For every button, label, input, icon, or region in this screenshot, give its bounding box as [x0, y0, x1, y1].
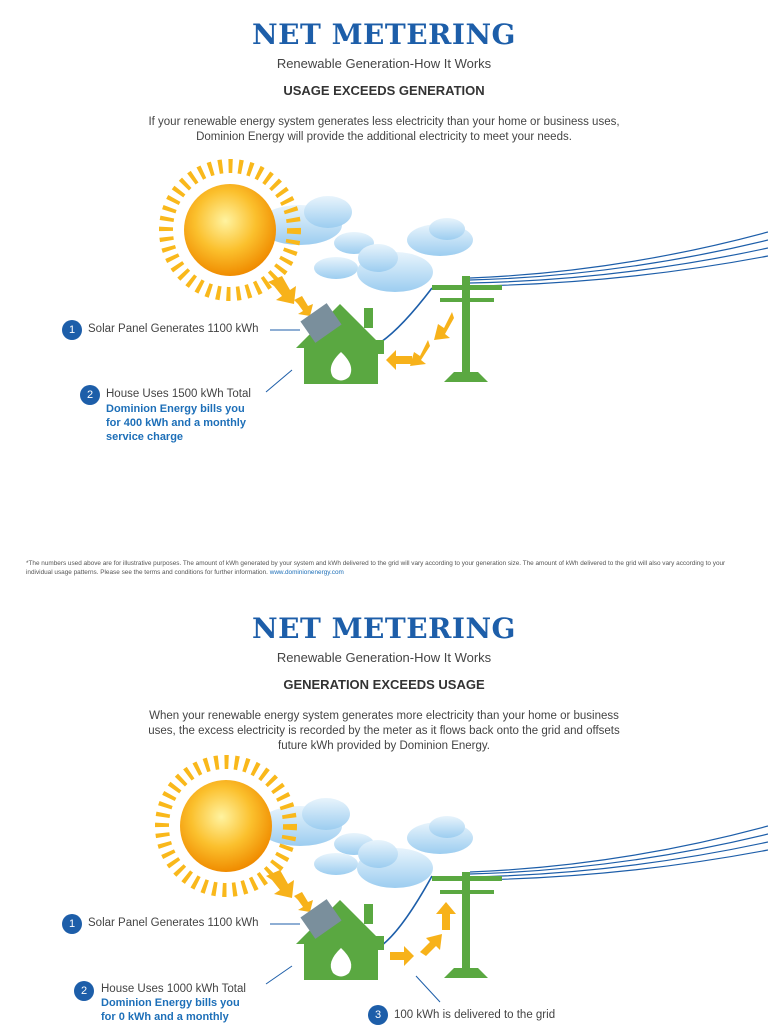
page-title: NET METERING [252, 612, 516, 645]
page-title: NET METERING [252, 18, 516, 51]
bill-line: service charge [106, 431, 184, 443]
arrow-icon [266, 870, 313, 912]
section-heading: GENERATION EXCEEDS USAGE [283, 677, 485, 692]
meter-icon [376, 340, 384, 354]
callout-solar-generation: Solar Panel Generates 1100 kWh [88, 917, 259, 929]
arrow-icon [268, 276, 313, 316]
arrow-icon [390, 902, 456, 966]
footnote-text: *The numbers used above are for illustrative purposes. The amount of kWh generated by your system and kWh delivered to the grid will vary according to your generation size. The amount of kWh delivered to the grid will also vary according to your individual usage patterns. Please see the terms and conditions for further information. [26, 560, 726, 576]
step-badge-1: 1 [62, 914, 82, 934]
section-heading: USAGE EXCEEDS GENERATION [283, 83, 485, 98]
step-badge-2: 2 [74, 981, 94, 1001]
step-badge-1: 1 [62, 320, 82, 340]
sun-icon [166, 166, 294, 294]
callout-house-usage: House Uses 1500 kWh Total [106, 388, 251, 400]
cloud-icon [258, 798, 473, 888]
net-metering-panel-generation-exceeds [0, 594, 768, 1024]
step-badge-2: 2 [80, 385, 100, 405]
callout-solar-generation: Solar Panel Generates 1100 kWh [88, 323, 259, 335]
footnote-link[interactable]: www.dominionenergy.com [269, 569, 344, 576]
intro-text: When your renewable energy system generates more electricity than your home or business uses, the excess electricity is recorded by the meter as it flows back onto the grid and offsets future kWh provided by Dominion Energy. [148, 710, 620, 752]
footnote [26, 559, 746, 577]
bill-line: for 0 kWh and a monthly [101, 1011, 229, 1023]
meter-icon [376, 936, 384, 950]
callout-grid-delivery: 100 kWh is delivered to the grid [394, 1009, 556, 1021]
step-badge-3: 3 [368, 1005, 388, 1025]
bill-line: Dominion Energy bills you [101, 997, 240, 1009]
arrow-icon [386, 312, 454, 370]
intro-text: If your renewable energy system generates less electricity than your home or business uses, Dominion Energy will provide the additional electricity to meet your needs. [148, 116, 620, 143]
callout-house-usage: House Uses 1000 kWh Total [101, 983, 246, 995]
page-subtitle: Renewable Generation-How It Works [276, 56, 492, 71]
page-subtitle: Renewable Generation-How It Works [276, 650, 492, 665]
bill-line: Dominion Energy bills you [106, 403, 245, 415]
sun-icon [162, 762, 290, 890]
bill-line: for 400 kWh and a monthly [106, 417, 246, 429]
illustration [0, 594, 768, 1024]
